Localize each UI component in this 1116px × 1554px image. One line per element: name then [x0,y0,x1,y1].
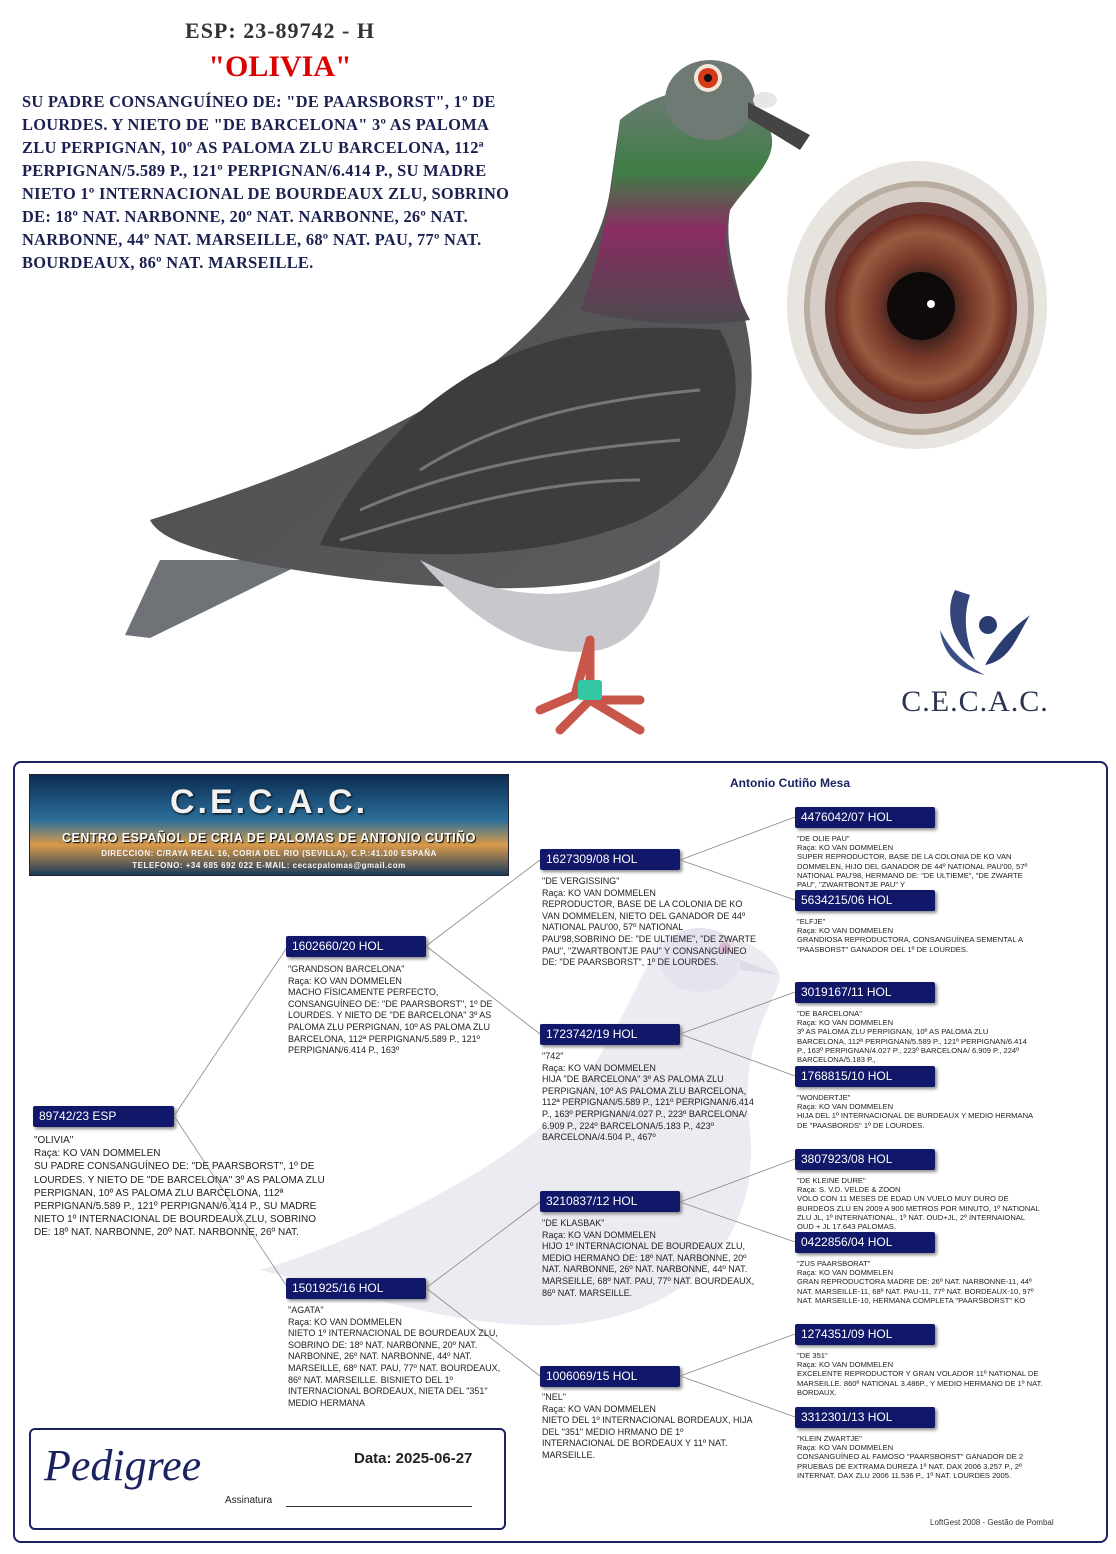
bird-box-sire-sire[interactable]: 1627309/08 HOL [540,849,680,870]
bird-info-sire: "GRANDSON BARCELONA" Raça: KO VAN DOMMELEN MACHO FÍSICAMENTE PERFECTO, CONSANGUÍNEO DE: "DE PAARSBORST", 1º DE LOURDES. Y NIETO DE "DE BARCELONA" 3º AS PALOMA ZLU PERPIGNAN, 10º AS PALOMA ZLU BARCELONA, 112ª PERPIGNAN/5.589 P., 121º PERPIGNAN/6.414 P., 163º [288,964,493,1056]
banner-phone: TELEFONO: +34 685 692 022 E-MAIL: cecacpalomas@gmail.com [132,861,406,870]
bird-box-sire-dam[interactable]: 1723742/19 HOL [540,1024,680,1045]
banner-subtitle: CENTRO ESPAÑOL DE CRIA DE PALOMAS DE ANTONIO CUTIÑO [62,831,476,845]
signature-label: Assinatura [225,1495,273,1506]
bird-box-dsd[interactable]: 0422856/04 HOL [795,1232,935,1253]
pigeon-description: SU PADRE CONSANGUÍNEO DE: "DE PAARSBORST", 1º DE LOURDES. Y NIETO DE "DE BARCELONA" 3º AS PALOMA ZLU PERPIGNAN, 10º AS PALOMA ZLU BARCELONA, 112ª PERPIGNAN/5.589 P., 121º PERPIGNAN/6.414 P., SU MADRE NIETO 1º INTERNACIONAL DE BOURDEAUX ZLU, SOBRINO DE: 18º NAT. NARBONNE, 20º NAT. NARBONNE, 26º NAT. NARBONNE, 44º NAT. MARSEILLE, 68º NAT. PAU, 77º NAT. BOURDEAUX, 86º NAT. MARSEILLE. [22,92,510,272]
bird-box-sdd[interactable]: 1768815/10 HOL [795,1066,935,1087]
bird-box-ddd[interactable]: 3312301/13 HOL [795,1407,935,1428]
bird-info-dds: "DE 351" Raça: KO VAN DOMMELEN EXCELENTE REPRODUCTOR Y GRAN VOLADOR 11º NATIONAL DE MARSEILLE. 860º NATIONAL 3.486P., Y MEDIO HERMANO DE 1º NAT. BORDAUX. [797,1351,1043,1397]
banner-title: C.E.C.A.C. [169,783,369,821]
bird-box-ssd[interactable]: 5634215/06 HOL [795,890,935,911]
cecac-logo-text: C.E.C.A.C. [901,685,1049,718]
bird-info-sire-dam: "742" Raça: KO VAN DOMMELEN HIJA "DE BARCELONA" 3º AS PALOMA ZLU PERPIGNAN, 10º AS PALOMA ZLU BARCELONA, 112ª PERPIGNAN/5.589 P., 121º PERPIGNAN/6.414 P., 163º PERPIGNAN/4.027 P., 223º BARCELONA/ 6.909 P., 224º BARCELONA/5.183 P., 423º BARCELONA/4.504 P., 467º [542,1051,754,1143]
bird-box-sire[interactable]: 1602660/20 HOL [286,936,426,957]
bird-info-dam: "AGATA" Raça: KO VAN DOMMELEN NIETO 1º INTERNACIONAL DE BOURDEAUX ZLU, SOBRINO DE: 18º NAT. NARBONNE, 20º NAT. NARBONNE, 26º NAT. NARBONNE, 44º NAT. MARSEILLE, 68º NAT. PAU, 77º NAT. BOURDEAUX, 86º NAT. MARSEILLE. BISNIETO DEL 1º INTERNACIONAL BORDEAUX, NIETA DEL "351" MEDIO HERMANA [288,1305,501,1408]
bird-info-dam-sire: "DE KLASBAK" Raça: KO VAN DOMMELEN HIJO 1º INTERNACIONAL DE BOURDEAUX ZLU, MEDIO HERMANO DE: 18º NAT. NARBONNE, 20º NAT. NARBONNE, 26º NAT. NARBONNE, 44º NAT. MARSEILLE, 68º NAT. PAU, 77º NAT. BOURDEAUX, 86º NAT. MARSEILLE. [542,1218,755,1298]
bird-info-sss: "DE OLIE PAU" Raça: KO VAN DOMMELEN SUPER REPRODUCTOR, BASE DE LA COLONIA DE KO VAN DOMMELEN, HIJO DEL GANADOR DE 44º NATIONAL PAU'00, 57º NATIONAL PAU'98, HERMANO DE: "DE ULTIEME", "DE ZWARTE PAU", "ZWARTBONTJE PAU" Y [797,834,1028,890]
bird-info-dss: "DE KLEINE DURE" Raça: S. V.D. VELDE & ZOON VOLO CON 11 MESES DE EDAD UN VUELO MUY DURO DE BURDEOS ZLU EN 2009 A 900 METROS POR MINUTO, 1º NATIONAL ZLU JL, 1º INTERNATIONAL, 1º NAT. OUD+JL, 2º INTERNAIONAL OUD + JL 17.643 PALOMAS. [797,1176,1040,1232]
bird-info-sds: "DE BARCELONA" Raça: KO VAN DOMMELEN 3º AS PALOMA ZLU PERPIGNAN, 10º AS PALOMA ZLU BARCELONA, 112ª PERPIGNAN/5.589 P., 121º PERPIGNAN/6.414 P., 163º PERPIGNAN/4.027 P., 223º BARCELONA/ 6.909 P., 224º BARCELONA/5.183 P., [797,1009,1027,1065]
bird-info-dsd: "ZUS PAARSBORAT" Raça: KO VAN DOMMELEN GRAN REPRODUCTORA MADRE DE: 26º NAT. NARBONNE-11, 44º NAT. MARSEILLE-11, 68º NAT. PAU-11, 77º NAT. BORDEAUX-10, 97º NAT. MARSEILLE-10, HERMANA COMPLETA "PAARSBORST" KO [797,1259,1034,1305]
bird-info-sire-sire: "DE VERGISSING" Raça: KO VAN DOMMELEN REPRODUCTOR, BASE DE LA COLONIA DE KO VAN DOMMELEN, NIETO DEL GANADOR DE 44º NATIONAL PAU'00, 57º NATIONAL PAU'98,SOBRINO DE: "DE ULTIEME", "DE ZWARTE PAU", "ZWARTBONTJE PAU" Y CONSANGUÍNEO DE: "DE PAARSBORST", 1º DE LOURDES. [542,876,757,968]
bird-box-dss[interactable]: 3807923/08 HOL [795,1149,935,1170]
software-credit: LoftGest 2008 - Gestão de Pombal [930,1518,1054,1527]
owner-name: Antonio Cutiño Mesa [730,776,850,790]
bird-info-ddd: "KLEIN ZWARTJE" Raça: KO VAN DOMMELEN CONSANGUÍNEO AL FAMOSO "PAARSBORST" GANADOR DE 2 PRUEBAS DE EXTRAMA DUREZA 1º NAT. DAX 2006 3.257 P., 2º INTERNAT. DAX ZLU 2006 11.536 P., 1º NAT. LOURDES 2005. [797,1434,1024,1480]
bird-info-ssd: "ELFJE" Raça: KO VAN DOMMELEN GRANDIOSA REPRODUCTORA, CONSANGUÍNEA SEMENTAL A "PAASBORST" GANADOR DEL 1º DE LOURDES. [797,917,1023,954]
pigeon-name-title: "OLIVIA" [208,50,352,83]
bird-box-dds[interactable]: 1274351/09 HOL [795,1324,935,1345]
bird-info-subject: "OLIVIA" Raça: KO VAN DOMMELEN SU PADRE CONSANGUÍNEO DE: "DE PAARSBORST", 1º DE LOURDES. Y NIETO DE "DE BARCELONA" 3º AS PALOMA ZLU PERPIGNAN, 10º AS PALOMA ZLU BARCELONA, 112ª PERPIGNAN/5.589 P., 121º PERPIGNAN/6.414 P., SU MADRE NIETO 1º INTERNACIONAL DE BOURDEAUX ZLU, SOBRINO DE: 18º NAT. NARBONNE, 20º NAT. NARBONNE, 26º NAT. [34,1135,325,1239]
bird-box-subject[interactable]: 89742/23 ESP [33,1106,174,1127]
bird-box-dam-dam[interactable]: 1006069/15 HOL [540,1366,680,1387]
bird-box-sss[interactable]: 4476042/07 HOL [795,807,935,828]
ring-number-title: ESP: 23-89742 - H [185,18,375,43]
signature-line[interactable] [286,1506,472,1507]
bird-box-dam-sire[interactable]: 3210837/12 HOL [540,1191,680,1212]
bird-info-dam-dam: "NEL" Raça: KO VAN DOMMELEN NIETO DEL 1º INTERNACIONAL BORDEAUX, HIJA DEL "351" MEDIO HRMANO DE 1º INTERNACIONAL DE BORDEAUX Y 11º NAT. MARSEILLE. [542,1392,753,1460]
banner-address: DIRECCION: C/RAYA REAL 16, CORIA DEL RIO (SEVILLA), C.P.:41.100 ESPAÑA [101,849,437,858]
bird-box-dam[interactable]: 1501925/16 HOL [286,1278,426,1299]
bird-info-sdd: "WONDERTJE" Raça: KO VAN DOMMELEN HIJA DEL 1º INTERNACIONAL DE BURDEAUX Y MEDIO HERMANA DE "PAASBORDS" 1º DE LOURDES. [797,1093,1033,1130]
print-date: Data: 2025-06-27 [354,1450,473,1467]
bird-box-sds[interactable]: 3019167/11 HOL [795,982,935,1003]
pedigree-script-title: Pedigree [44,1441,202,1490]
